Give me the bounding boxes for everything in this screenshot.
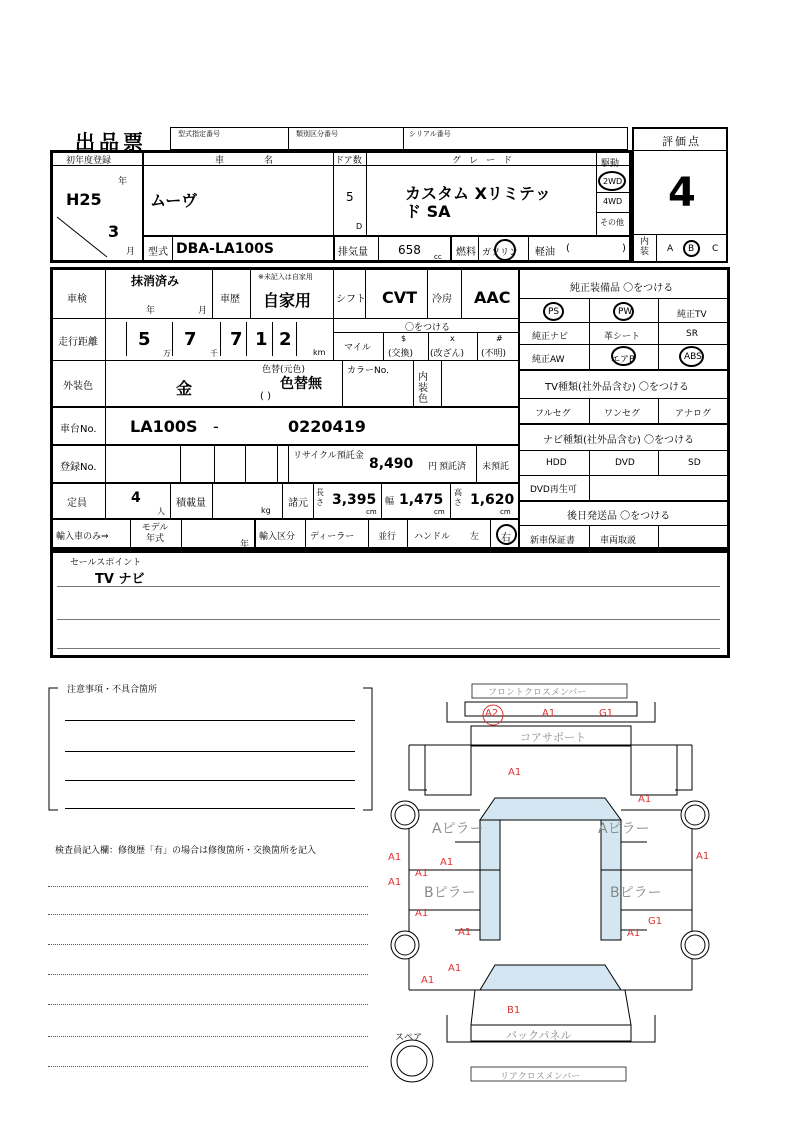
mark-front-a1: A1 (542, 708, 556, 719)
mileage-label: 走行距離 (58, 337, 98, 348)
inspection-value: 抹消済み (131, 274, 180, 288)
interior-a: A (667, 244, 674, 254)
height-unit: cm (500, 508, 511, 516)
width-label: 幅 (385, 497, 395, 507)
handle-right: 右 (501, 533, 511, 544)
notes-label: 注意事項・不具合箇所 (64, 682, 160, 695)
mark-hood: A1 (508, 767, 522, 778)
doors-unit: D (356, 222, 363, 231)
model-year-label: モデル年式 (141, 523, 169, 544)
month-unit: 月 (126, 247, 136, 257)
grade-line1: カスタム Xリミテッ (405, 184, 551, 203)
inspection-year-unit: 年 (146, 306, 156, 316)
a-pillar-right-label: Aピラー (598, 821, 650, 837)
interior-c: C (712, 244, 719, 254)
capacity-value: 4 (131, 490, 141, 506)
fuel-gasoline: ガソリン (482, 248, 519, 258)
interior-b: B (688, 244, 695, 254)
exterior-color-value: 金 (176, 379, 193, 398)
dealer-option: ディーラー (310, 532, 355, 542)
equip-airbag: エアB (611, 355, 636, 365)
mileage-digit-3: 7 (230, 329, 243, 350)
equip-pw-circle (613, 302, 634, 321)
equip-tv: 純正TV (677, 310, 707, 320)
unknown-symbol: # (496, 334, 503, 343)
equip-abs-circle (679, 346, 704, 367)
tv-oneseg: ワンセグ (604, 409, 641, 419)
navi-title: ナビ種類(社外品含む) 〇をつける (543, 435, 694, 446)
exterior-color-label: 外装色 (63, 381, 93, 392)
tamper-symbol: x (450, 334, 455, 343)
interior-b-circle (683, 240, 700, 257)
year-unit: 年 (118, 177, 128, 187)
car-name-label: 車名 (215, 156, 314, 166)
score-value: 4 (668, 170, 696, 216)
load-unit: kg (261, 506, 271, 515)
equip-ps-circle (543, 302, 564, 321)
mark-right-small: A1 (627, 928, 641, 939)
chassis-number: 0220419 (288, 417, 366, 436)
mark-rear-b1: B1 (507, 1005, 521, 1016)
model-label: 型式 (148, 247, 168, 258)
color-no-label: カラーNo. (347, 366, 389, 376)
category-label: 類別区分番号 (296, 130, 338, 138)
sales-point-box (50, 550, 730, 658)
spare-label: スペア (395, 1033, 423, 1043)
unknown-label: (不明) (481, 349, 507, 359)
mark-left-r1: A1 (448, 963, 462, 974)
length-label: 長さ (316, 488, 324, 507)
navi-sd: SD (688, 458, 701, 468)
parallel-option: 並行 (378, 532, 397, 542)
ac-label: 冷房 (432, 294, 452, 305)
height-label: 高さ (454, 488, 462, 507)
doors-label: ドア数 (335, 156, 362, 166)
later-manual: 車両取説 (600, 536, 637, 546)
navi-hdd: HDD (546, 458, 567, 468)
inspection-month-unit: 月 (198, 306, 208, 316)
capacity-unit: 人 (157, 507, 165, 516)
repaint-label: 色替(元色) (262, 365, 306, 375)
mark-left-b1: A1 (388, 877, 402, 888)
load-label: 積載量 (176, 498, 206, 509)
tv-analog: アナログ (675, 409, 712, 419)
back-panel-label: バックパネル (506, 1029, 572, 1042)
inspection-label: 車検 (67, 294, 87, 305)
exchange-label: (交換) (388, 349, 414, 359)
recycle-amount: 8,490 (369, 456, 414, 472)
era-year: H25 (66, 190, 102, 209)
recycle-label: リサイクル預託金 (293, 451, 364, 461)
form-title: 出品票 (75, 130, 147, 154)
sales-point-label: セールスポイント (70, 558, 142, 568)
recycle-unit: 円 (428, 462, 438, 472)
mileage-digit-2: 7 (184, 329, 197, 350)
fuel-label: 燃料 (456, 247, 476, 258)
tv-title: TV種類(社外品含む) 〇をつける (545, 382, 689, 393)
fuel-paren-close: ) (622, 243, 626, 254)
mark-right-side: A1 (696, 851, 710, 862)
height-value: 1,620 (470, 492, 515, 508)
model-cert-label: 型式指定番号 (178, 130, 220, 138)
equip-sr: SR (686, 329, 698, 339)
mileage-digit-5: 2 (279, 329, 292, 350)
core-support-label: コアサポート (520, 731, 586, 744)
drive-other: その他 (600, 218, 624, 227)
recycle-not-deposited: 未預託 (482, 462, 510, 472)
history-value: 自家用 (263, 291, 312, 310)
displacement-value: 658 (398, 243, 421, 257)
mileage-sen-unit: 千 (210, 349, 218, 358)
handle-left: 左 (470, 532, 480, 542)
import-type-label: 輸入区分 (259, 532, 296, 542)
serial-label: シリアル番号 (409, 130, 451, 138)
history-label: 車歴 (220, 294, 240, 305)
mark-left-mid3: A1 (458, 927, 472, 938)
notes-bracket (48, 680, 373, 820)
equip-abs: ABS (684, 352, 702, 362)
drive-label: 駆動 (601, 159, 620, 169)
tv-fullseg: フルセグ (535, 409, 571, 419)
drive-2wd: 2WD (603, 177, 623, 186)
import-only-label: 輸入車のみ⇒ (56, 532, 109, 542)
displacement-label: 排気量 (338, 247, 368, 258)
mark-front-g1: G1 (599, 708, 614, 719)
displacement-unit: cc (434, 253, 442, 261)
score-label: 評価点 (662, 135, 701, 148)
later-warranty: 新車保証書 (530, 536, 576, 546)
model-value: DBA-LA100S (176, 241, 274, 257)
mark-left-r2: A1 (421, 975, 435, 986)
dims-label: 諸元 (288, 498, 308, 509)
chassis-label: 車台No. (60, 424, 97, 435)
shift-value: CVT (382, 288, 418, 307)
drive-2wd-circle (598, 171, 626, 191)
interior-label: 内装 (640, 237, 650, 257)
equip-navi: 純正ナビ (532, 332, 569, 342)
registration-label: 登録No. (60, 462, 97, 473)
rear-cross-label: リアクロスメンバー (500, 1072, 581, 1082)
mark-left-mid1: A1 (415, 868, 429, 879)
grade-line2: ド SA (405, 202, 451, 221)
front-cross-label: フロントクロスメンバー (488, 688, 587, 698)
inspector-label: 検査員記入欄：修復歴「有」の場合は修復箇所・交換箇所を記入 (55, 846, 317, 856)
handle-label: ハンドル (414, 532, 451, 542)
drive-4wd: 4WD (603, 197, 623, 206)
grade-label: グレード (452, 156, 521, 166)
navi-dvd: DVD (615, 458, 635, 468)
reg-month: 3 (108, 222, 120, 241)
model-year-unit: 年 (240, 540, 250, 550)
later-title: 後日発送品 〇をつける (567, 511, 671, 522)
mileage-man-unit: 万 (163, 349, 171, 358)
equip-airbag-circle (611, 346, 636, 366)
chassis-dash: - (213, 417, 219, 436)
mark-right-g1: G1 (648, 916, 663, 927)
fuel-paren-open: ( (566, 243, 570, 254)
ac-value: AAC (474, 288, 511, 307)
mark-front-a2: A2 (485, 708, 499, 719)
handle-right-circle (496, 524, 517, 545)
recycle-deposited: 預託済 (439, 462, 467, 472)
mileage-digit-1: 5 (138, 329, 151, 350)
width-value: 1,475 (399, 492, 444, 508)
car-name: ムーヴ (150, 191, 198, 210)
equip-leather: 革シート (604, 332, 641, 342)
mileage-circle-note: 〇をつける (405, 323, 451, 333)
fuel-diesel: 軽油 (535, 247, 555, 258)
length-value: 3,395 (332, 492, 377, 508)
a-pillar-left-label: Aピラー (432, 821, 484, 837)
width-unit: cm (434, 508, 445, 516)
mileage-km-unit: km (313, 348, 326, 357)
length-unit: cm (366, 508, 377, 516)
mark-left-mid2: A1 (415, 908, 429, 919)
mark-left-f2: A1 (440, 857, 454, 868)
first-reg-label: 初年度登録 (66, 156, 112, 166)
repaint-value: 色替無 (280, 376, 322, 392)
mark-right-front: A1 (638, 794, 652, 805)
exchange-symbol: $ (401, 334, 407, 343)
b-pillar-left-label: Bピラー (424, 885, 476, 901)
b-pillar-right-label: Bピラー (610, 885, 662, 901)
tamper-label: (改ざん) (430, 349, 465, 359)
repaint-paren: ( ) (260, 391, 271, 402)
equipment-title: 純正装備品 〇をつける (570, 283, 674, 294)
equip-pw: PW (618, 307, 633, 317)
fuel-gasoline-circle (494, 239, 516, 261)
doors-value: 5 (346, 190, 354, 204)
mileage-digit-4: 1 (255, 329, 268, 350)
history-note: ※未記入は自家用 (258, 273, 313, 281)
navi-dvd-playback: DVD再生可 (530, 485, 577, 495)
header-id-row (170, 127, 628, 150)
mile-label: マイル (344, 343, 371, 353)
chassis-prefix: LA100S (130, 417, 198, 436)
equip-aw: 純正AW (532, 355, 565, 365)
interior-color-label: 内装色 (418, 372, 428, 405)
mark-left-f1: A1 (388, 852, 402, 863)
shift-label: シフト (336, 294, 366, 305)
sales-point-text: TV ナビ (95, 572, 145, 587)
capacity-label: 定員 (67, 498, 87, 509)
equip-ps: PS (548, 307, 560, 317)
